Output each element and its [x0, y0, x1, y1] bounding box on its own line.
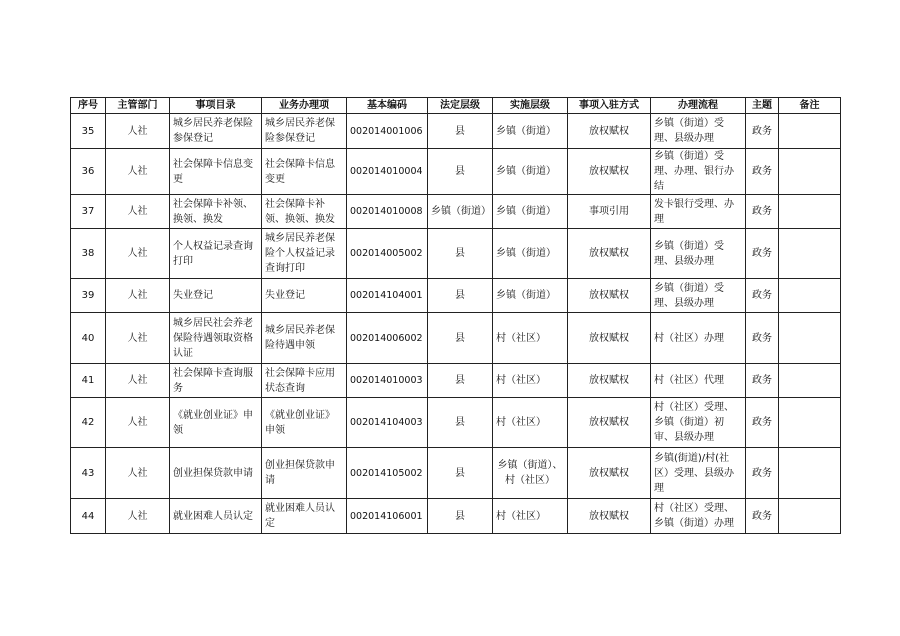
- cell-legal-level: 县: [428, 114, 493, 149]
- cell-process: 乡镇（街道）受理、县级办理: [651, 229, 746, 279]
- header-cell-topic: 主题: [746, 98, 779, 114]
- cell-business: 社会保障卡信息变更: [262, 149, 347, 195]
- cell-item: 社会保障卡查询服务: [170, 364, 262, 398]
- cell-impl-level: 乡镇（街道）: [493, 149, 568, 195]
- cell-topic: 政务: [746, 313, 779, 364]
- cell-entry-mode: 放权赋权: [568, 364, 651, 398]
- cell-business: 城乡居民养老保险个人权益记录查询打印: [262, 229, 347, 279]
- cell-code: 002014010008: [347, 195, 428, 229]
- cell-item: 就业困难人员认定: [170, 499, 262, 534]
- cell-legal-level: 县: [428, 313, 493, 364]
- cell-entry-mode: 放权赋权: [568, 313, 651, 364]
- header-cell-dept: 主管部门: [106, 98, 170, 114]
- cell-code: 002014001006: [347, 114, 428, 149]
- cell-item: 城乡居民养老保险参保登记: [170, 114, 262, 149]
- table-row: [71, 313, 841, 364]
- cell-impl-level: 村（社区）: [493, 364, 568, 398]
- cell-remark: [779, 149, 841, 195]
- cell-dept: 人社: [106, 398, 170, 448]
- cell-process: 村（社区）受理、乡镇（街道）初审、县级办理: [651, 398, 746, 448]
- header-cell-entry-mode: 事项入驻方式: [568, 98, 651, 114]
- table-row: [71, 149, 841, 195]
- cell-process: 村（社区）代理: [651, 364, 746, 398]
- cell-item: 《就业创业证》申领: [170, 398, 262, 448]
- cell-impl-level: 乡镇（街道）: [493, 195, 568, 229]
- cell-item: 创业担保贷款申请: [170, 448, 262, 499]
- cell-business: 创业担保贷款申请: [262, 448, 347, 499]
- cell-remark: [779, 398, 841, 448]
- table-row: [71, 195, 841, 229]
- cell-no: 35: [71, 114, 106, 149]
- cell-process: 乡镇(街道)/村(社区）受理、县级办理: [651, 448, 746, 499]
- cell-no: 44: [71, 499, 106, 534]
- cell-impl-level: 乡镇（街道）: [493, 229, 568, 279]
- cell-remark: [779, 313, 841, 364]
- cell-legal-level: 县: [428, 279, 493, 313]
- header-cell-impl-level: 实施层级: [493, 98, 568, 114]
- cell-remark: [779, 114, 841, 149]
- cell-dept: 人社: [106, 114, 170, 149]
- header-cell-business: 业务办理项: [262, 98, 347, 114]
- cell-business: 社会保障卡补领、换领、换发: [262, 195, 347, 229]
- cell-impl-level: 乡镇（街道）、村（社区）: [493, 448, 568, 499]
- cell-business: 就业困难人员认定: [262, 499, 347, 534]
- cell-dept: 人社: [106, 149, 170, 195]
- cell-code: 002014005002: [347, 229, 428, 279]
- cell-business: 失业登记: [262, 279, 347, 313]
- table-row: [71, 229, 841, 279]
- cell-no: 38: [71, 229, 106, 279]
- table-row: [71, 114, 841, 149]
- table-header-row: [71, 98, 841, 114]
- cell-business: 社会保障卡应用状态查询: [262, 364, 347, 398]
- cell-entry-mode: 放权赋权: [568, 279, 651, 313]
- cell-process: 发卡银行受理、办理: [651, 195, 746, 229]
- cell-legal-level: 乡镇（街道）: [428, 195, 493, 229]
- cell-entry-mode: 放权赋权: [568, 149, 651, 195]
- cell-entry-mode: 放权赋权: [568, 398, 651, 448]
- cell-topic: 政务: [746, 114, 779, 149]
- cell-item: 失业登记: [170, 279, 262, 313]
- cell-code: 002014105002: [347, 448, 428, 499]
- header-cell-process: 办理流程: [651, 98, 746, 114]
- cell-code: 002014104001: [347, 279, 428, 313]
- cell-legal-level: 县: [428, 149, 493, 195]
- cell-process: 乡镇（街道）受理、县级办理: [651, 279, 746, 313]
- matters-table: [70, 97, 841, 534]
- table-row: [71, 279, 841, 313]
- cell-no: 36: [71, 149, 106, 195]
- cell-no: 41: [71, 364, 106, 398]
- cell-entry-mode: 事项引用: [568, 195, 651, 229]
- cell-item: 城乡居民社会养老保险待遇领取资格认证: [170, 313, 262, 364]
- cell-legal-level: 县: [428, 499, 493, 534]
- cell-impl-level: 乡镇（街道）: [493, 279, 568, 313]
- cell-dept: 人社: [106, 313, 170, 364]
- cell-code: 002014010003: [347, 364, 428, 398]
- cell-remark: [779, 195, 841, 229]
- cell-item: 社会保障卡信息变更: [170, 149, 262, 195]
- table-row: [71, 448, 841, 499]
- cell-entry-mode: 放权赋权: [568, 499, 651, 534]
- cell-topic: 政务: [746, 499, 779, 534]
- cell-no: 37: [71, 195, 106, 229]
- cell-dept: 人社: [106, 229, 170, 279]
- cell-no: 40: [71, 313, 106, 364]
- cell-code: 002014106001: [347, 499, 428, 534]
- cell-remark: [779, 448, 841, 499]
- cell-business: 城乡居民养老保险待遇申领: [262, 313, 347, 364]
- cell-legal-level: 县: [428, 229, 493, 279]
- table-row: [71, 398, 841, 448]
- header-cell-code: 基本编码: [347, 98, 428, 114]
- cell-entry-mode: 放权赋权: [568, 229, 651, 279]
- cell-topic: 政务: [746, 398, 779, 448]
- cell-legal-level: 县: [428, 398, 493, 448]
- cell-impl-level: 乡镇（街道）: [493, 114, 568, 149]
- cell-legal-level: 县: [428, 448, 493, 499]
- cell-business: 《就业创业证》申领: [262, 398, 347, 448]
- cell-topic: 政务: [746, 195, 779, 229]
- cell-dept: 人社: [106, 364, 170, 398]
- cell-remark: [779, 364, 841, 398]
- cell-topic: 政务: [746, 364, 779, 398]
- cell-remark: [779, 499, 841, 534]
- cell-no: 42: [71, 398, 106, 448]
- cell-process: 乡镇（街道）受理、县级办理: [651, 114, 746, 149]
- cell-legal-level: 县: [428, 364, 493, 398]
- cell-topic: 政务: [746, 448, 779, 499]
- header-cell-no: 序号: [71, 98, 106, 114]
- cell-dept: 人社: [106, 499, 170, 534]
- cell-item: 个人权益记录查询打印: [170, 229, 262, 279]
- cell-code: 002014010004: [347, 149, 428, 195]
- cell-impl-level: 村（社区）: [493, 499, 568, 534]
- cell-process: 村（社区）办理: [651, 313, 746, 364]
- cell-topic: 政务: [746, 149, 779, 195]
- cell-dept: 人社: [106, 448, 170, 499]
- cell-impl-level: 村（社区）: [493, 313, 568, 364]
- cell-item: 社会保障卡补领、换领、换发: [170, 195, 262, 229]
- cell-entry-mode: 放权赋权: [568, 448, 651, 499]
- cell-topic: 政务: [746, 229, 779, 279]
- cell-code: 002014104003: [347, 398, 428, 448]
- cell-remark: [779, 279, 841, 313]
- cell-entry-mode: 放权赋权: [568, 114, 651, 149]
- cell-remark: [779, 229, 841, 279]
- header-cell-item: 事项目录: [170, 98, 262, 114]
- table-row: [71, 364, 841, 398]
- cell-dept: 人社: [106, 195, 170, 229]
- cell-code: 002014006002: [347, 313, 428, 364]
- cell-no: 43: [71, 448, 106, 499]
- table-row: [71, 499, 841, 534]
- header-cell-remark: 备注: [779, 98, 841, 114]
- header-cell-legal-level: 法定层级: [428, 98, 493, 114]
- cell-process: 村（社区）受理、乡镇（街道）办理: [651, 499, 746, 534]
- cell-process: 乡镇（街道）受理、办理、银行办结: [651, 149, 746, 195]
- cell-business: 城乡居民养老保险参保登记: [262, 114, 347, 149]
- cell-topic: 政务: [746, 279, 779, 313]
- cell-no: 39: [71, 279, 106, 313]
- cell-impl-level: 村（社区）: [493, 398, 568, 448]
- cell-dept: 人社: [106, 279, 170, 313]
